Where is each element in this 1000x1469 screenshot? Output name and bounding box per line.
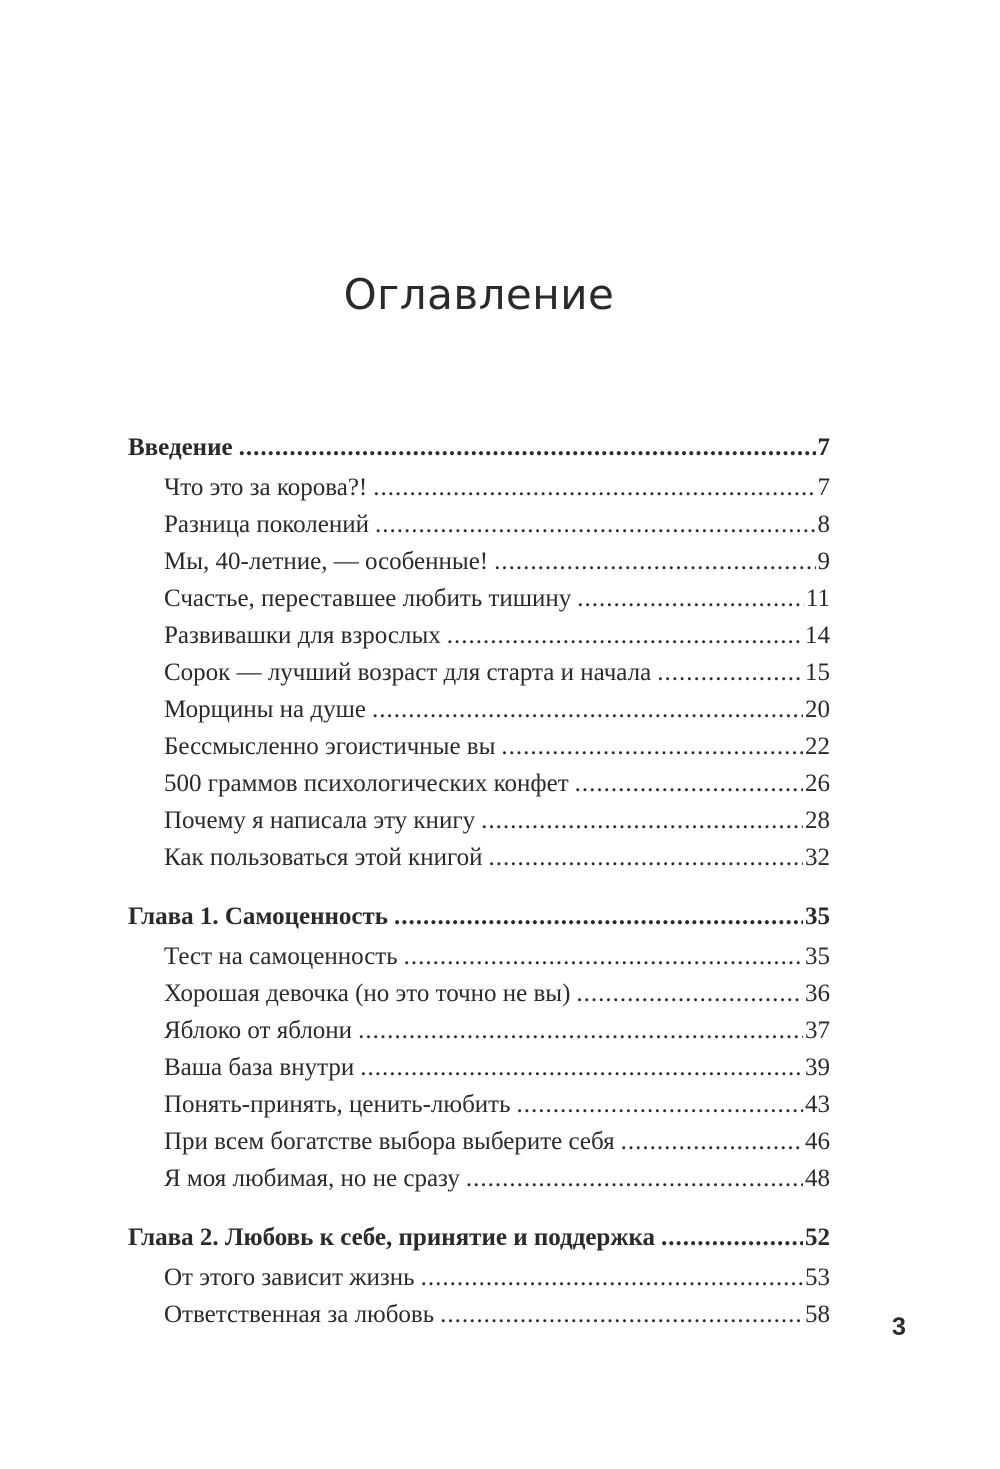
toc-chapter-row — [128, 1218, 830, 1258]
toc-entry-label: Бессмысленно эгоистичные вы — [164, 733, 496, 760]
toc-entry-row — [128, 654, 830, 691]
dot-leader — [360, 1049, 803, 1086]
toc-entry-label: Морщины на душе — [164, 696, 366, 723]
dot-leader — [375, 506, 816, 543]
toc-entry-row — [128, 728, 830, 765]
dot-leader — [621, 1123, 803, 1160]
toc-entry-row — [128, 975, 830, 1012]
dot-leader — [488, 839, 803, 876]
toc-entry-label: Я моя любимая, но не сразу — [164, 1165, 460, 1192]
toc-entry-row — [128, 617, 830, 654]
toc-entry-label: Хорошая девочка (но это точно не вы) — [164, 980, 571, 1007]
toc-entry-label: При всем богатстве выбора выберите себя — [164, 1128, 615, 1155]
toc-page-number: 26 — [805, 770, 830, 797]
toc-entry-label: Что это за корова?! — [164, 474, 368, 501]
toc-entry-row — [128, 506, 830, 543]
dot-leader — [447, 617, 803, 654]
toc-entry-label: 500 граммов психологических конфет — [164, 770, 569, 797]
dot-leader — [657, 654, 803, 691]
page-number: 3 — [892, 1313, 906, 1341]
toc-page-number: 15 — [805, 659, 830, 686]
toc-page-number: 36 — [805, 980, 830, 1007]
toc-chapter-row — [128, 428, 830, 468]
dot-leader — [394, 897, 803, 937]
toc-entry-label: Сорок — лучший возраст для старта и начала — [164, 659, 652, 686]
toc-entry-row — [128, 1160, 830, 1197]
toc-entry-row — [128, 1123, 830, 1160]
dot-leader — [372, 691, 803, 728]
dot-leader — [373, 469, 815, 506]
toc-entry-label: Развивашки для взрослых — [164, 622, 441, 649]
toc-entry-row — [128, 1049, 830, 1086]
toc-page-number: 43 — [805, 1091, 830, 1118]
toc-entry-row — [128, 1012, 830, 1049]
toc-entry-row — [128, 765, 830, 802]
toc-page-number: 22 — [805, 733, 830, 760]
toc-entry-label: Ваша база внутри — [164, 1054, 355, 1081]
dot-leader — [404, 938, 803, 975]
toc-chapter-label: Глава 1. Самоценность — [128, 903, 389, 930]
toc-entry-label: Почему я написала эту книгу — [164, 807, 476, 834]
toc-entry-label: От этого зависит жизнь — [164, 1264, 415, 1291]
dot-leader — [481, 802, 803, 839]
table-of-contents — [128, 428, 830, 1333]
toc-entry-label: Понять-принять, ценить-любить — [164, 1091, 511, 1118]
toc-page-number: 14 — [805, 622, 830, 649]
toc-page-number: 20 — [805, 696, 830, 723]
toc-page-number: 52 — [805, 1224, 830, 1251]
toc-entry-row — [128, 469, 830, 506]
toc-section-chapter-1 — [128, 897, 830, 1197]
toc-page-number: 37 — [805, 1017, 830, 1044]
toc-page-number: 46 — [805, 1128, 830, 1155]
toc-entry-label: Счастье, переставшее любить тишину — [164, 585, 572, 612]
toc-entry-row — [128, 543, 830, 580]
toc-entry-row — [128, 1259, 830, 1296]
toc-page-number: 39 — [805, 1054, 830, 1081]
toc-entry-label: Тест на самоценность — [164, 943, 398, 970]
toc-entry-label: Мы, 40-летние, — особенные! — [164, 548, 489, 575]
toc-page-number: 7 — [817, 474, 830, 501]
toc-page-number: 11 — [805, 585, 830, 612]
toc-entry-label: Разница поколений — [164, 511, 369, 538]
dot-leader — [466, 1160, 803, 1197]
toc-page-number: 8 — [817, 511, 830, 538]
dot-leader — [358, 1012, 803, 1049]
dot-leader — [576, 975, 803, 1012]
page-title: Оглавление — [343, 270, 615, 319]
toc-page-number: 9 — [817, 548, 830, 575]
dot-leader — [494, 543, 815, 580]
toc-entry-row — [128, 802, 830, 839]
dot-leader — [239, 428, 816, 468]
toc-page-number: 32 — [805, 844, 830, 871]
toc-page-number: 7 — [817, 434, 830, 461]
toc-entry-row — [128, 1086, 830, 1123]
toc-entry-label: Ответственная за любовь — [164, 1301, 435, 1328]
toc-page-number: 48 — [805, 1165, 830, 1192]
toc-page-number: 58 — [805, 1301, 830, 1328]
dot-leader — [440, 1296, 803, 1333]
dot-leader — [501, 728, 803, 765]
toc-page-number: 53 — [805, 1264, 830, 1291]
toc-entry-row — [128, 839, 830, 876]
toc-entry-label: Яблоко от яблони — [164, 1017, 353, 1044]
dot-leader — [517, 1086, 803, 1123]
toc-section-introduction — [128, 428, 830, 876]
toc-entry-row — [128, 938, 830, 975]
dot-leader — [577, 580, 804, 617]
dot-leader — [661, 1218, 803, 1258]
toc-entry-label: Как пользоваться этой книгой — [164, 844, 483, 871]
toc-section-chapter-2 — [128, 1218, 830, 1333]
dot-leader — [421, 1259, 803, 1296]
toc-entry-row — [128, 580, 830, 617]
toc-page-number: 35 — [805, 903, 830, 930]
toc-entry-row — [128, 1296, 830, 1333]
toc-page-number: 35 — [805, 943, 830, 970]
toc-chapter-row — [128, 897, 830, 937]
toc-entry-row — [128, 691, 830, 728]
toc-chapter-label: Глава 2. Любовь к себе, принятие и поддержка — [128, 1224, 655, 1251]
toc-page-number: 28 — [805, 807, 830, 834]
toc-chapter-label: Введение — [128, 434, 233, 461]
dot-leader — [575, 765, 803, 802]
